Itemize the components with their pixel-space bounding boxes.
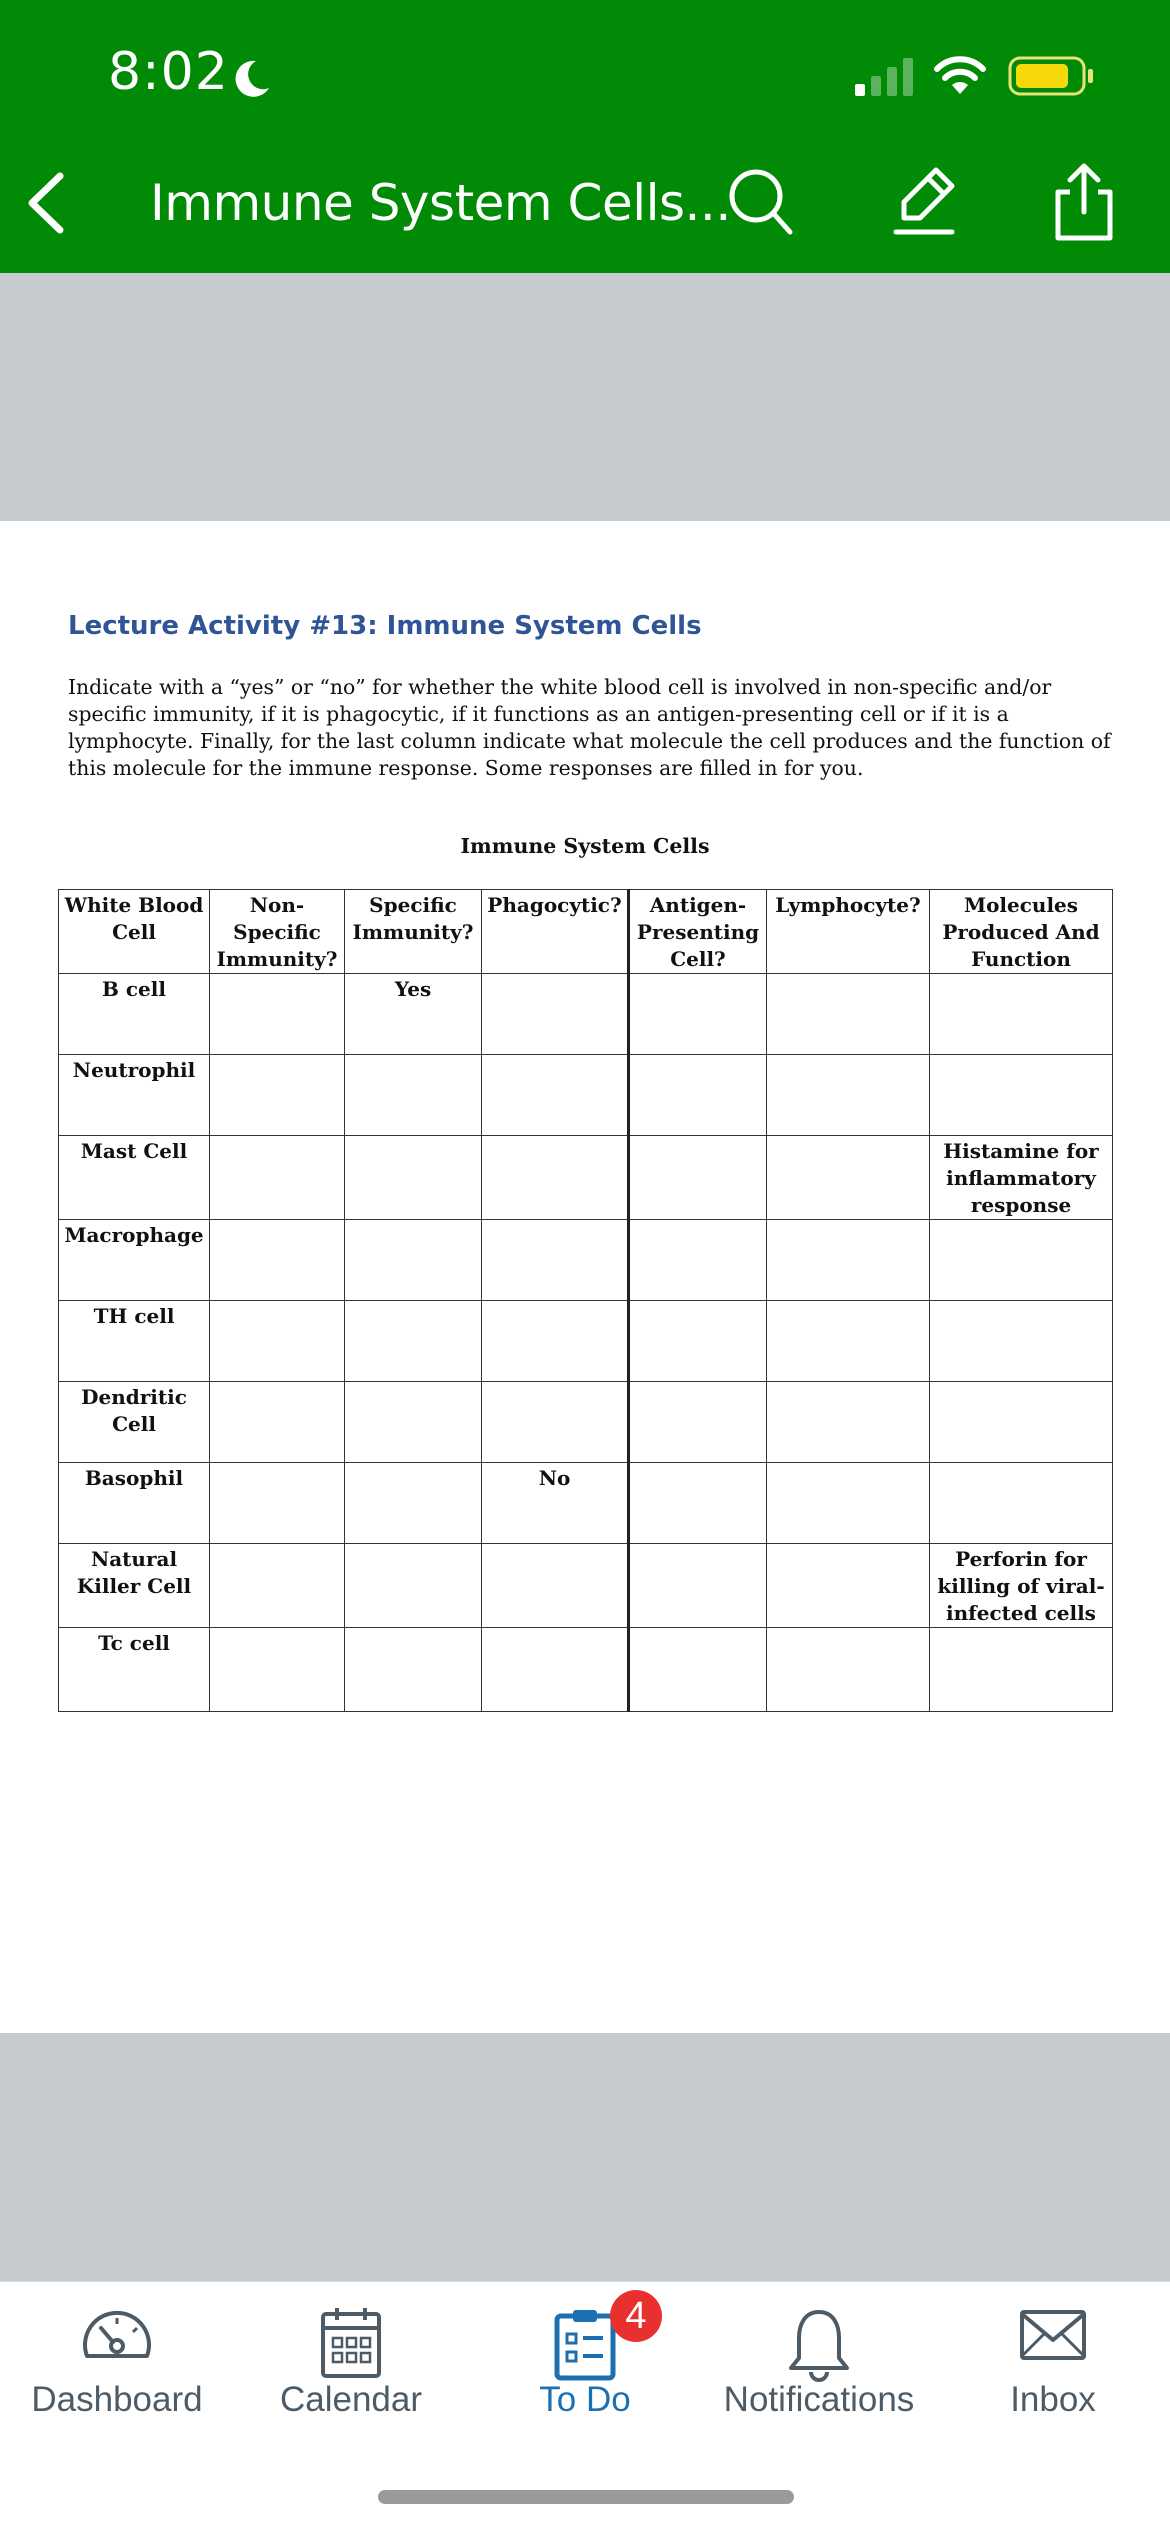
envelope-icon (1018, 2306, 1088, 2362)
tab-inbox[interactable] (936, 2282, 1170, 2462)
document-title: Immune System Cells... (150, 174, 731, 232)
table-cell (629, 1463, 767, 1544)
cell-name: Neutrophil (59, 1055, 210, 1136)
todo-count-badge: 4 (610, 2290, 662, 2342)
table-cell (767, 1136, 930, 1220)
tab-dashboard[interactable] (0, 2282, 234, 2462)
table-cell: No (482, 1463, 629, 1544)
table-cell (345, 1544, 482, 1628)
table-cell (482, 1055, 629, 1136)
table-cell: Yes (345, 974, 482, 1055)
column-header: Antigen-Presenting Cell? (629, 890, 767, 974)
table-cell (629, 1544, 767, 1628)
table-cell: Histamine for inflammatory response (930, 1136, 1113, 1220)
table-cell (482, 1382, 629, 1463)
table-cell (629, 1301, 767, 1382)
table-cell (930, 1301, 1113, 1382)
table-cell (482, 1301, 629, 1382)
table-cell (930, 1055, 1113, 1136)
cell-name: Dendritic Cell (59, 1382, 210, 1463)
table-row (59, 974, 1113, 1055)
table-cell (345, 1628, 482, 1712)
tab-notifications[interactable] (702, 2282, 936, 2462)
column-header: White Blood Cell (59, 890, 210, 974)
table-cell (930, 1628, 1113, 1712)
table-cell (210, 1544, 345, 1628)
column-header: Molecules Produced And Function (930, 890, 1113, 974)
table-cell (767, 974, 930, 1055)
search-icon[interactable] (726, 162, 796, 238)
table-cell (629, 1220, 767, 1301)
cell-name: Mast Cell (59, 1136, 210, 1220)
table-row (59, 1463, 1113, 1544)
clipboard-checklist-icon (553, 2306, 617, 2382)
battery-icon (1008, 56, 1094, 96)
wifi-icon (932, 54, 988, 96)
table-cell (930, 1220, 1113, 1301)
table-cell (482, 1136, 629, 1220)
document-page[interactable] (0, 521, 1170, 2033)
table-cell (767, 1463, 930, 1544)
table-cell (482, 974, 629, 1055)
table-caption: Immune System Cells (460, 834, 710, 858)
table-row (59, 1055, 1113, 1136)
dashboard-gauge-icon (79, 2306, 155, 2362)
tab-label: Inbox (1010, 2380, 1096, 2419)
back-chevron-icon[interactable] (20, 168, 70, 238)
calendar-icon (319, 2306, 383, 2380)
cell-name: Macrophage (59, 1220, 210, 1301)
instructions-text: Indicate with a “yes” or “no” for whether the white blood cell is involved in non-specific and/or specific immunity, if it is phagocytic, if it functions as an antigen-presenting cell or if it is a lymphocyte. Finally, for the last column indicate what molecule the cell produces and the function of this molecule for the immune response. Some responses are filled in for you. (68, 675, 1111, 780)
table-cell (210, 1463, 345, 1544)
bell-icon (787, 2306, 851, 2382)
tab-todo[interactable] (468, 2282, 702, 2462)
column-header: Specific Immunity? (345, 890, 482, 974)
table-cell (930, 974, 1113, 1055)
annotate-pen-icon[interactable] (890, 162, 962, 238)
table-cell (210, 1055, 345, 1136)
share-icon[interactable] (1048, 162, 1120, 242)
table-cell (930, 1463, 1113, 1544)
cell-name: Natural Killer Cell (59, 1544, 210, 1628)
page-margin-top (0, 273, 1170, 521)
status-time: 8:02 (108, 42, 229, 102)
table-cell (345, 1055, 482, 1136)
table-cell (345, 1220, 482, 1301)
cellular-signal-icon (855, 58, 915, 96)
table-cell (482, 1628, 629, 1712)
tab-label: Calendar (279, 2380, 423, 2419)
table-cell (345, 1301, 482, 1382)
table-cell (345, 1136, 482, 1220)
table-cell (210, 1220, 345, 1301)
column-header: Non-Specific Immunity? (210, 890, 345, 974)
tab-label: Notifications (723, 2380, 915, 2419)
table-row (59, 1220, 1113, 1301)
table-cell (345, 1382, 482, 1463)
table-cell (210, 1382, 345, 1463)
table-cell (767, 1055, 930, 1136)
table-row (59, 1301, 1113, 1382)
tab-label: To Do (539, 2380, 631, 2419)
cell-name: B cell (59, 974, 210, 1055)
table-cell (629, 1382, 767, 1463)
table-cell (767, 1544, 930, 1628)
column-header: Phagocytic? (482, 890, 629, 974)
app-header (0, 0, 1170, 273)
activity-title: Lecture Activity #13: Immune System Cells (68, 611, 702, 641)
page-margin-bottom (0, 2033, 1170, 2281)
table-header-row (59, 890, 1113, 974)
table-cell (210, 1301, 345, 1382)
table-cell (629, 1136, 767, 1220)
table-cell (210, 974, 345, 1055)
cell-name: Tc cell (59, 1628, 210, 1712)
table-cell (767, 1382, 930, 1463)
table-row (59, 1544, 1113, 1628)
tab-calendar[interactable] (234, 2282, 468, 2462)
table-cell (629, 1628, 767, 1712)
table-row (59, 1628, 1113, 1712)
table-cell (210, 1628, 345, 1712)
table-cell (629, 974, 767, 1055)
table-cell (482, 1220, 629, 1301)
home-indicator[interactable] (378, 2490, 794, 2504)
table-cell (345, 1463, 482, 1544)
immune-cells-table (58, 889, 1113, 1712)
do-not-disturb-moon-icon (232, 58, 272, 100)
table-cell: Perforin for killing of viral-infected cells (930, 1544, 1113, 1628)
table-row (59, 1382, 1113, 1463)
table-cell (629, 1055, 767, 1136)
cell-name: TH cell (59, 1301, 210, 1382)
table-cell (482, 1544, 629, 1628)
column-header: Lymphocyte? (767, 890, 930, 974)
cell-name: Basophil (59, 1463, 210, 1544)
table-cell (767, 1301, 930, 1382)
table-cell (210, 1136, 345, 1220)
tab-label: Dashboard (31, 2380, 203, 2419)
table-cell (767, 1628, 930, 1712)
table-cell (767, 1220, 930, 1301)
table-row (59, 1136, 1113, 1220)
table-cell (930, 1382, 1113, 1463)
